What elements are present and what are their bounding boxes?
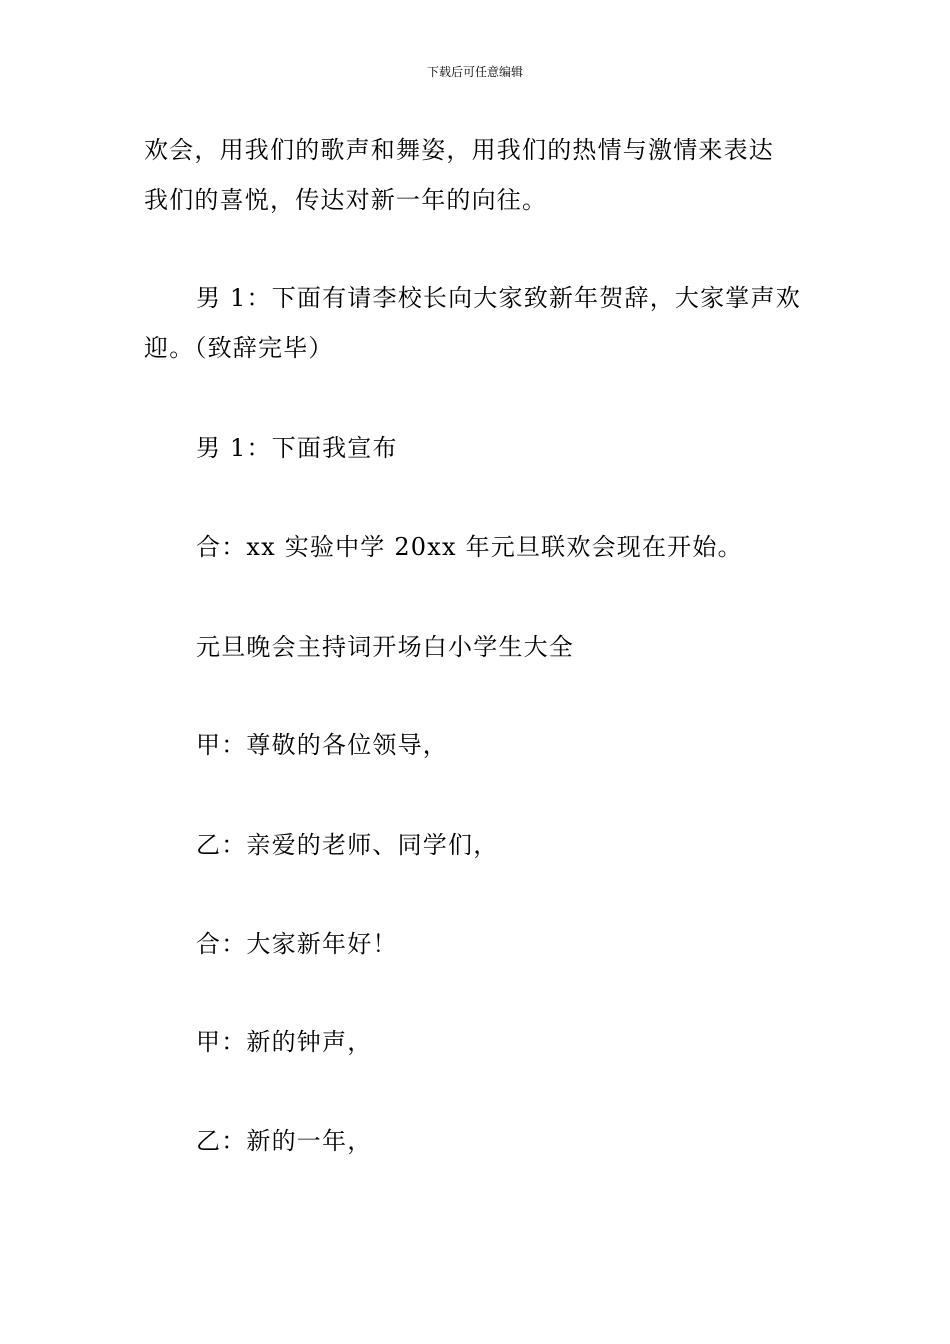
- paragraph: 乙：新的一年，: [196, 1127, 373, 1155]
- paragraph-line: 我们的喜悦，传达对新一年的向往。: [144, 186, 548, 214]
- paragraph-line: 迎。（致辞完毕）: [144, 334, 334, 362]
- paragraph: 合：xx 实验中学 20xx 年元旦联欢会现在开始。: [196, 533, 743, 561]
- paragraph: 甲：尊敬的各位领导，: [196, 731, 448, 759]
- paragraph-line: 男 1：下面有请李校长向大家致新年贺辞，大家掌声欢: [196, 284, 801, 312]
- paragraph-line: 欢会，用我们的歌声和舞姿，用我们的热情与激情来表达: [144, 136, 774, 164]
- paragraph: 男 1：下面我宣布: [196, 434, 398, 462]
- paragraph: 元旦晚会主持词开场白小学生大全: [196, 633, 574, 661]
- paragraph: 合：大家新年好！: [196, 930, 398, 958]
- paragraph: 乙：亲爱的老师、同学们，: [196, 831, 499, 859]
- paragraph: 甲：新的钟声，: [196, 1028, 373, 1056]
- page-header: 下载后可任意编辑: [426, 65, 523, 79]
